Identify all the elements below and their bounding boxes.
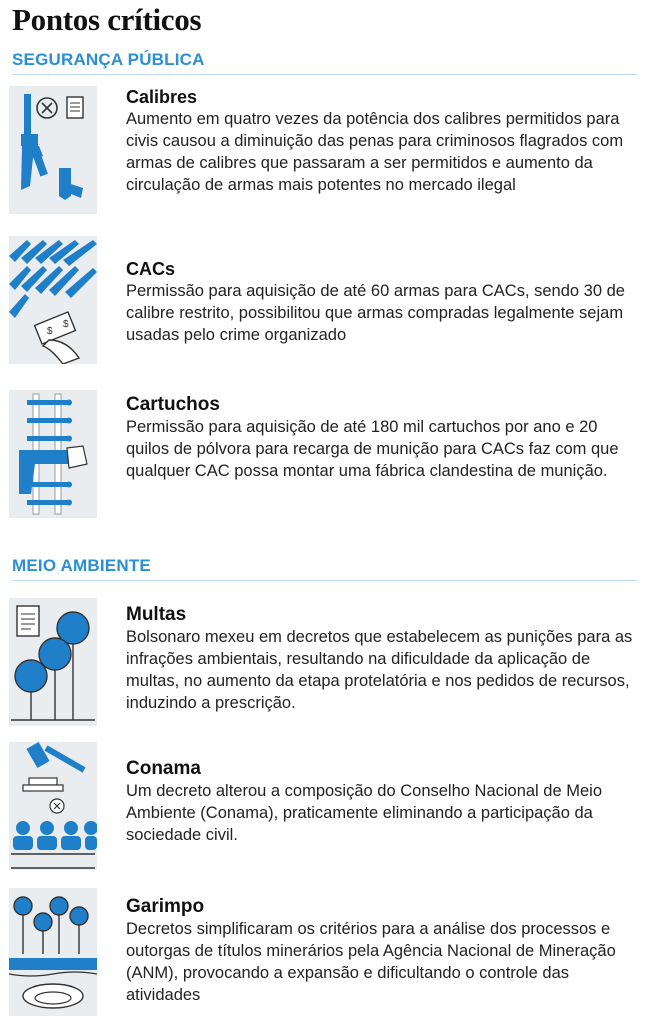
item-title: Garimpo bbox=[126, 896, 205, 917]
trees-river-pit-icon bbox=[9, 888, 97, 1016]
section-heading-seguranca: SEGURANÇA PÚBLICA bbox=[12, 50, 637, 75]
svg-text:$: $ bbox=[63, 319, 69, 330]
page-title: Pontos críticos bbox=[12, 2, 202, 37]
item-body: Um decreto alterou a composição do Conselho Nacional de Meio Ambiente (Conama), praticamente eliminando a participação da sociedade civil. bbox=[126, 782, 603, 844]
document-trees-icon bbox=[9, 598, 97, 726]
cartridges-pistol-icon bbox=[9, 390, 97, 518]
item-body: Permissão para aquisição de até 180 mil cartuchos por ano e 20 quilos de pólvora para recarga de munição para CACs faz com que qualquer CAC possa montar uma fábrica clandestina de munição. bbox=[126, 418, 619, 480]
item-body: Aumento em quatro vezes da potência dos calibres permitidos para civis causou a diminuição das penas para criminosos flagrados com armas de calibres que passaram a ser permitidos e aumento da circulação de armas mais potentes no mercado ilegal bbox=[126, 110, 624, 194]
item-body: Decretos simplificaram os critérios para a análise dos processos e outorgas de títulos minerários pela Agência Nacional de Mineração (ANM), provocando a expansão e dificultando o controle das atividades bbox=[126, 920, 616, 1004]
item-body: Permissão para aquisição de até 60 armas para CACs, sendo 30 de calibre restrito, possibilitou que armas compradas legalmente sejam usadas pelo crime organizado bbox=[126, 282, 625, 344]
section-heading-meio-ambiente: MEIO AMBIENTE bbox=[12, 556, 637, 581]
item-body: Bolsonaro mexeu em decretos que estabelecem as punições para as infrações ambientais, resultando na dificuldade da aplicação de multas, no aumento da etapa protelatória e nos pedidos de recursos, induzindo a prescrição. bbox=[126, 628, 633, 712]
item-title: Conama bbox=[126, 758, 201, 779]
item-title: CACs bbox=[126, 259, 176, 279]
item-title: Calibres bbox=[126, 87, 198, 107]
item-title: Cartuchos bbox=[126, 394, 220, 415]
item-title: Multas bbox=[126, 604, 187, 625]
rifle-pistol-icon bbox=[9, 86, 97, 214]
rifles-money-icon bbox=[9, 236, 97, 364]
svg-text:$: $ bbox=[47, 326, 53, 337]
gavel-people-icon bbox=[9, 742, 97, 870]
